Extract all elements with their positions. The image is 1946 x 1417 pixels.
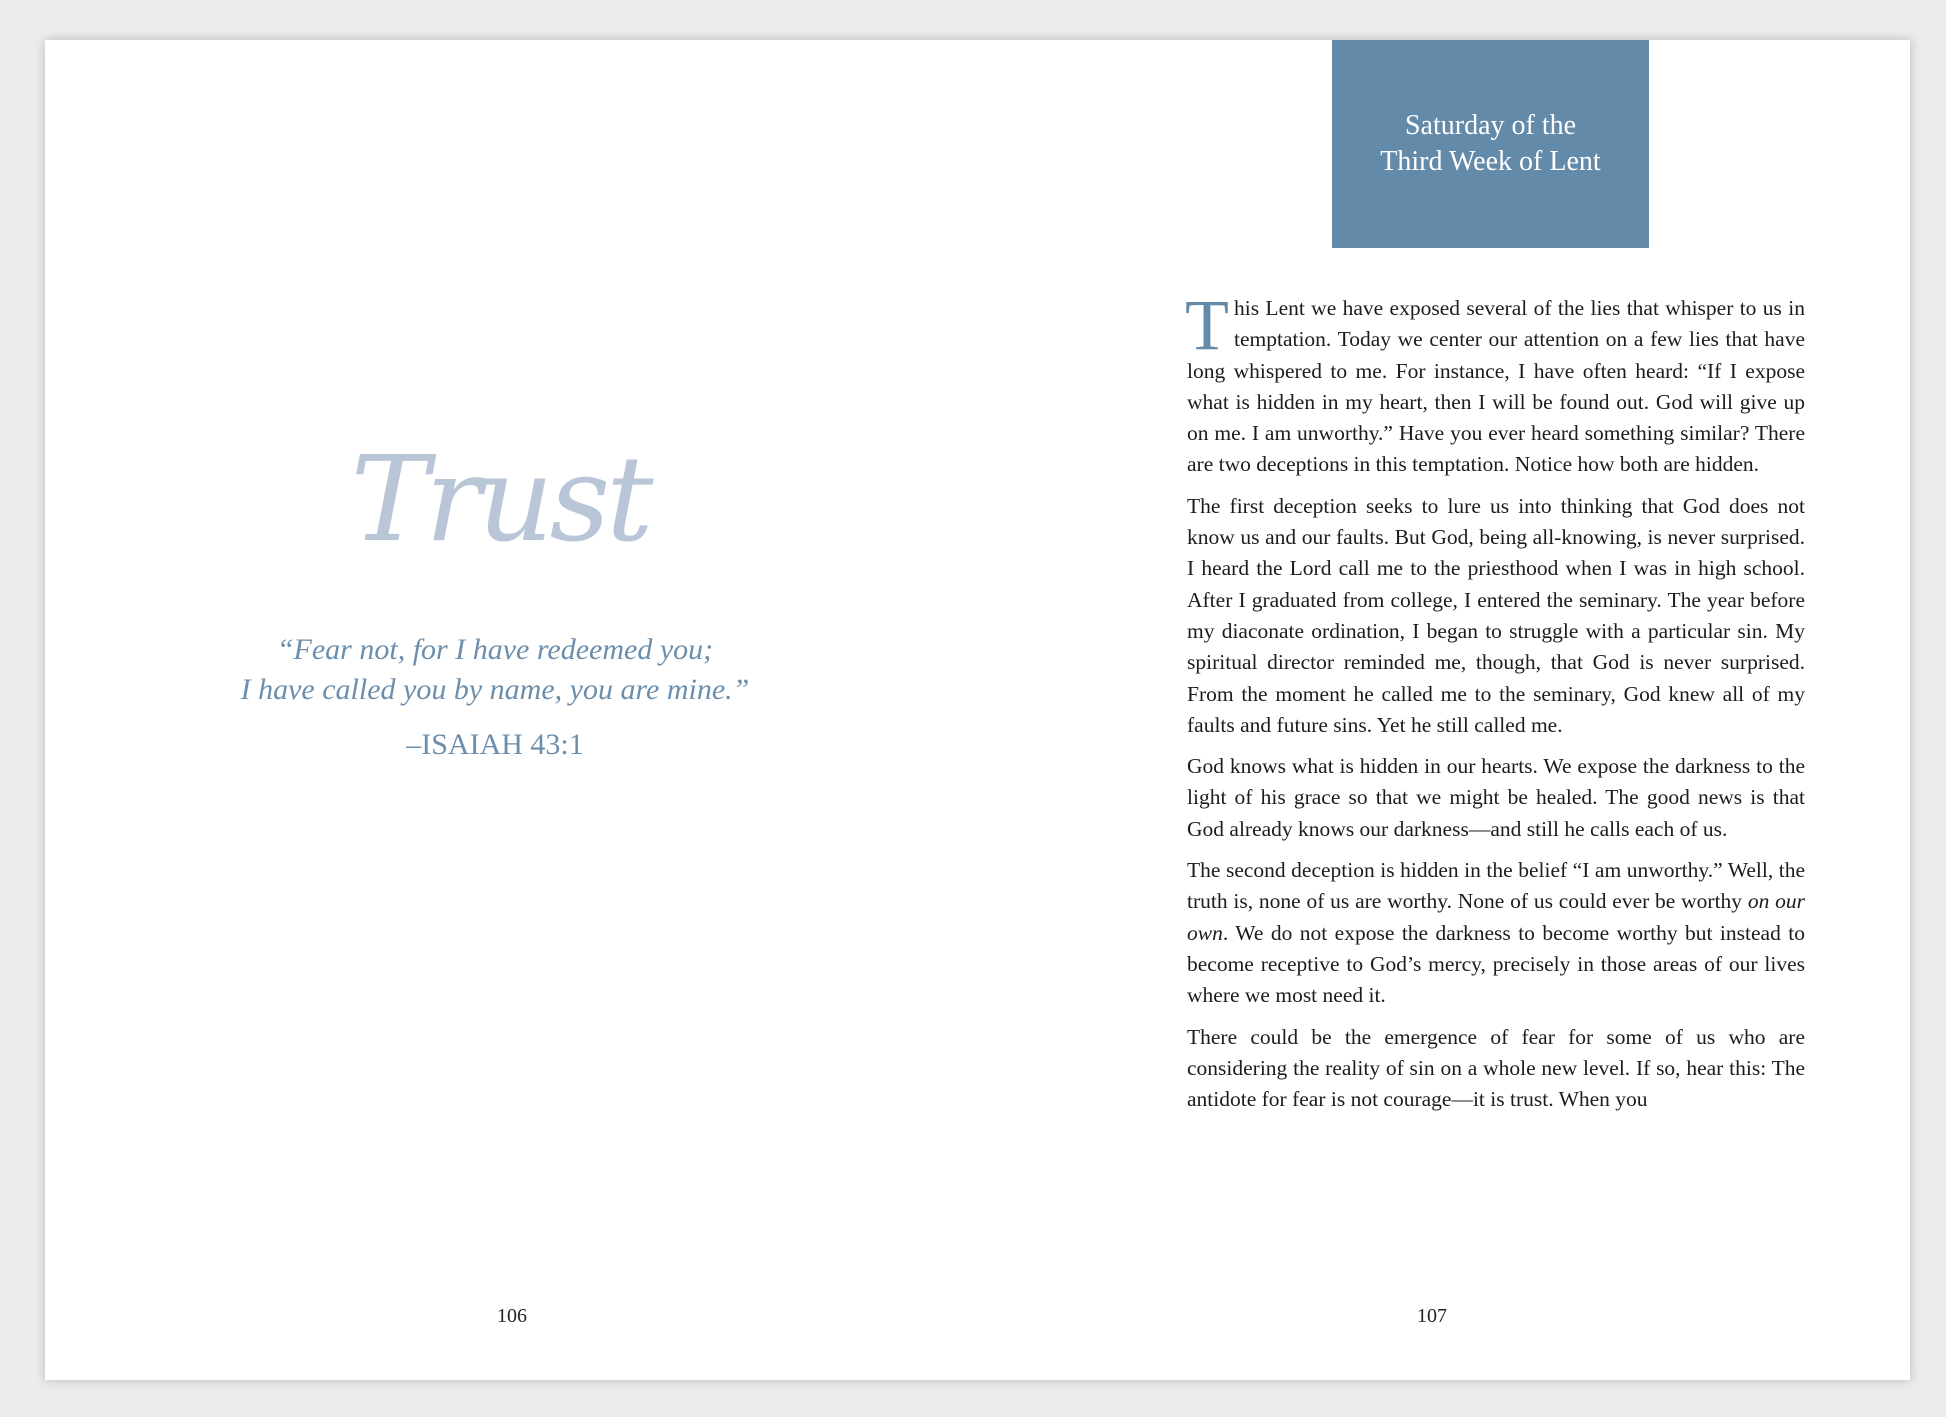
theme-word: Trust bbox=[350, 430, 650, 568]
chapter-title-box bbox=[1332, 40, 1649, 248]
paragraph-4 bbox=[1187, 855, 1805, 1011]
paragraph-2: The first deception seeks to lure us into thinking that God does not know us and our faults. But God, being all-knowing, is never surprised. I heard the Lord call me to the priesthood when I was in high school. After I graduated from college, I entered the seminary. The year before my diaconate ordination, I began to struggle with a particular sin. My spiritual director reminded me, though, that God is never surprised. From the moment he called me to the seminary, God knew all of my faults and future sins. Yet he still called me. bbox=[1187, 493, 1805, 737]
body-text bbox=[1185, 285, 1805, 1125]
left-page bbox=[45, 40, 977, 1380]
chapter-title-line-1: Saturday of the bbox=[1404, 110, 1577, 141]
scripture-quote bbox=[175, 630, 815, 762]
paragraph-5: There could be the emergence of fear for some of us who are considering the reality of sin on a whole new level. If so, hear this: The antidote for fear is not courage—it is trust. When you bbox=[1187, 1024, 1805, 1112]
right-page bbox=[977, 40, 1910, 1380]
page-number-left: 106 bbox=[497, 1305, 527, 1327]
chapter-title-line-2: Third Week of Lent bbox=[1380, 146, 1601, 177]
quote-line-1: “Fear not, for I have redeemed you; bbox=[276, 633, 714, 666]
paragraph-1-text: his Lent we have exposed several of the lies that whisper to us in temptation. Today we center our attention on a few lies that have long whispered to me. For instance, I have often heard: “If I expose what is hidden in my heart, then I will be found out. God will give up on me. I am unworthy.” Have you ever heard something similar? There are two deceptions in this temptation. Notice how both are hidden. bbox=[1187, 296, 1805, 477]
book-spread bbox=[45, 40, 1910, 1380]
paragraph-4-text-a: The second deception is hidden in the belief “I am unworthy.” Well, the truth is, none of us are worthy. None of us could ever be worthy bbox=[1187, 858, 1805, 914]
scripture-citation: –ISAIAH 43:1 bbox=[406, 728, 584, 761]
paragraph-4-text-b: . We do not expose the darkness to become worthy but instead to become receptive to God’s mercy, precisely in those areas of our lives where we most need it. bbox=[1187, 920, 1805, 1008]
paragraph-3: God knows what is hidden in our hearts. We expose the darkness to the light of his grace so that we might be healed. The good news is that God already knows our darkness—and still he calls each of us. bbox=[1187, 754, 1805, 841]
page-number-right: 107 bbox=[1417, 1305, 1447, 1327]
drop-cap: T bbox=[1185, 285, 1229, 365]
quote-line-2: I have called you by name, you are mine.” bbox=[240, 673, 750, 706]
paragraph-1 bbox=[1185, 285, 1805, 481]
paragraph-4-emphasis: on our own bbox=[1187, 889, 1805, 945]
